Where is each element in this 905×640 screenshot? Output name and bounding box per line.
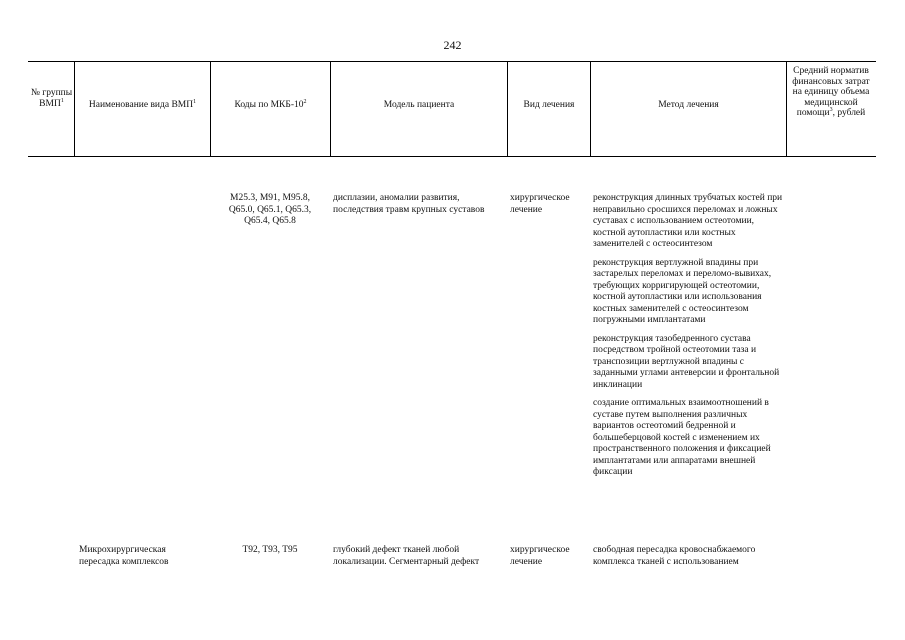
header-icd-codes-text: Коды по МКБ-10 [234,100,304,110]
header-treatment-type [508,100,590,111]
footnote-mark: 2 [303,98,307,105]
header-group-number-text: № группы ВМП [30,88,73,109]
treatment-method-item: реконструкция тазобедренного сустава посредством тройной остеотомии таза и транспозиции вертлужной впадины с заданными углами антеверсии и фронтальной инклинации [593,333,780,390]
header-treatment-method-text: Метод лечения [658,100,719,110]
header-patient-model [331,100,507,111]
footnote-mark: 1 [193,98,197,105]
header-icd-codes [211,100,330,111]
header-average-cost-suffix: , рублей [832,108,866,118]
footnote-mark: 3 [829,106,833,113]
row-2-vmp-name: Микрохирургическая пересадка комплексов [79,545,169,567]
page-number: 242 [443,38,462,52]
row-1-patient-model: дисплазии, аномалии развития, последствия травм крупных суставов [333,193,485,215]
row-2-icd-codes: T92, T93, T95 [242,545,298,555]
header-vmp-name-text: Наименование вида ВМП [88,100,194,110]
header-average-cost [788,66,874,119]
footnote-mark: 1 [60,97,64,104]
header-group-number [29,88,74,109]
table-top-border [28,61,876,62]
treatment-method-item: свободная пересадка кровоснабжаемого комплекса тканей с использованием [593,545,756,567]
treatment-method-item: создание оптимальных взаимоотношений в суставе путем выполнения различных вариантов остеотомий бедренной и большеберцовой костей с изменением их пространственного положения и фиксацией имплантатами или аппаратами внешней фиксации [593,398,771,477]
row-1-icd-codes: M25.3, M91, M95.8, Q65.0, Q65.1, Q65.3, Q65.4, Q65.8 [228,193,312,226]
treatment-method-item: реконструкция вертлужной впадины при застарелых переломах и переломо-вывихах, требующих корригирующей остеотомии, костной аутопластики или использования костных заменителей с остеосинтезом погружными имплантатами [593,257,772,325]
header-patient-model-text: Модель пациента [383,100,455,110]
row-2-treatment-methods [593,545,785,575]
row-2-patient-model: глубокий дефект тканей любой локализации. Сегментарный дефект [333,545,480,567]
header-treatment-type-text: Вид лечения [523,100,575,110]
treatment-method-item: реконструкция длинных трубчатых костей при неправильно сросшихся переломах и ложных суставах с использованием остеотомии, костной аутопластики или костных заменителей с остеосинтезом [593,193,783,249]
table-header-bottom-border [28,156,876,157]
row-2-treatment-type: хирургическое лечение [510,545,570,567]
header-treatment-method [591,100,786,111]
header-vmp-name [75,100,210,111]
row-1-treatment-methods [593,193,785,486]
header-average-cost-text: Средний норматив финансовых затрат на единицу объема медицинской помощи [792,66,870,118]
row-1-treatment-type: хирургическое лечение [510,193,570,215]
column-divider [786,61,787,157]
